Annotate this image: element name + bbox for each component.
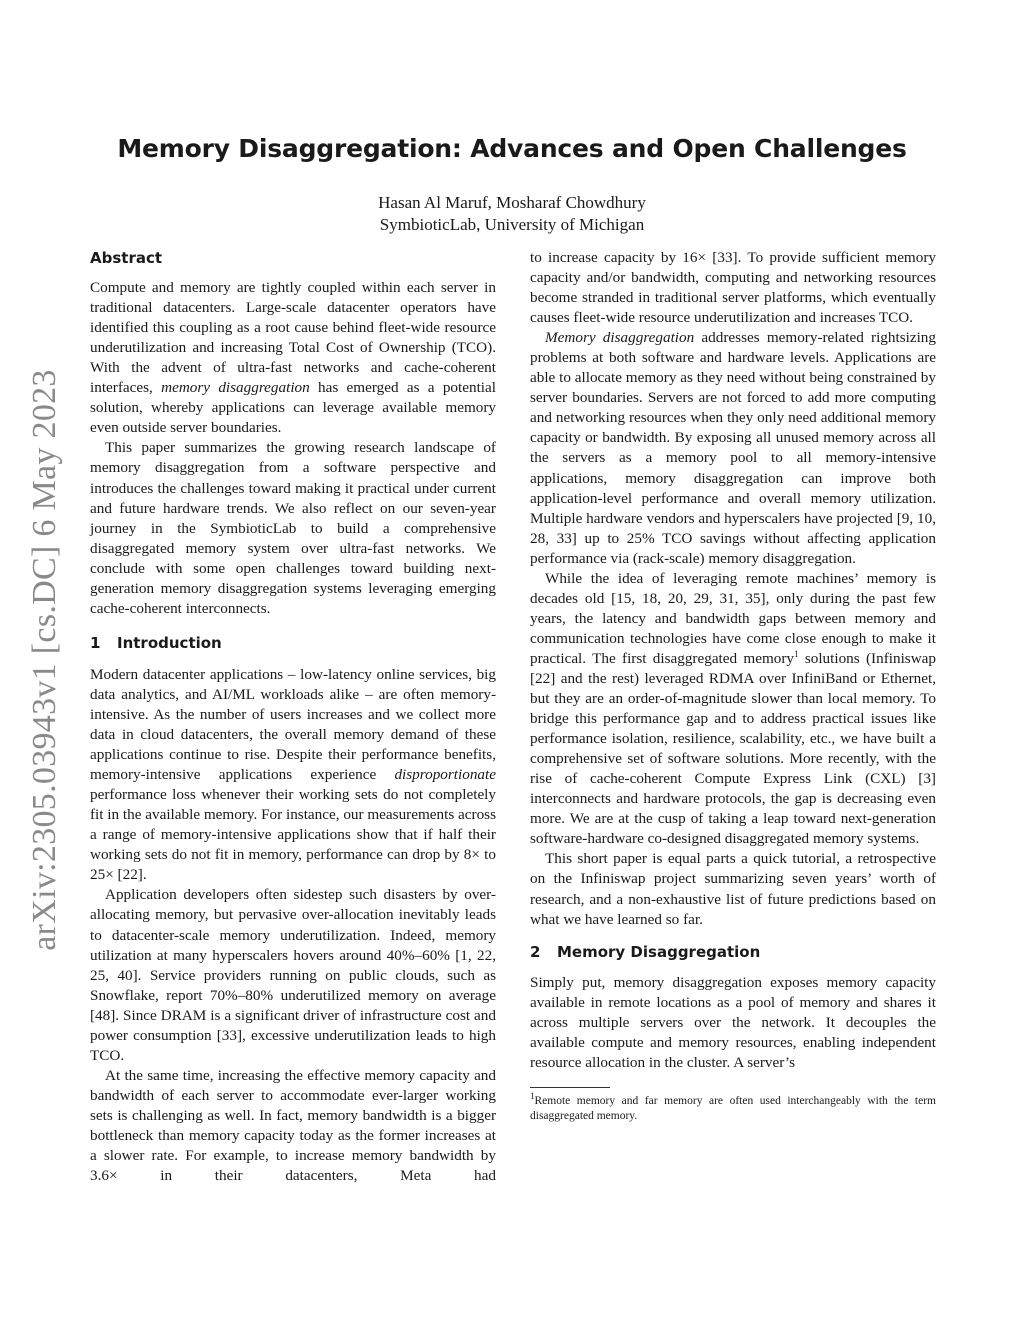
left-column [90, 248, 496, 1186]
section2-paragraph-1: Simply put, memory disaggregation exposes memory capacity available in remote locations as a pool of memory and shares it across multiple servers over the network. It decouples the available compute and memory resources, enabling independent resource allocation in the cluster. A server’s [530, 973, 936, 1071]
abstract-paragraph-1: Compute and memory are tightly coupled within each server in traditional datacenters. Large-scale datacenter operators have identified this coupling as a root cause behind fleet-wide resource underutilization and increasing Total Cost of Ownership (TCO). With the advent of ultra-fast networks and cache-coherent interfaces, memory disaggregation has emerged as a potential solution, whereby applications can leverage available memory even outside server boundaries. [90, 279, 496, 437]
abstract-paragraph-2: This paper summarizes the growing research landscape of memory disaggregation from a software perspective and introduces the challenges toward making it practical under current and future hardware trends. We also reflect on our seven-year journey in the SymbioticLab to build a comprehensive disaggregated memory system over ultra-fast networks. We conclude with some open challenges toward building next-generation memory disaggregation systems leveraging emerging cache-coherent interconnects. [90, 439, 496, 617]
intro-paragraph-1: Modern datacenter applications – low-latency online services, big data analytics, and AI/ML workloads alike – are often memory-intensive. As the number of users increases and we collect more data in cloud datacenters, the overall memory demand of these applications continue to rise. Despite their performance benefits, memory-intensive applications experience disproportionate performance loss whenever their working sets do not completely fit in the available memory. For instance, our measurements across a range of memory-intensive applications show that if half their working sets do not fit in memory, performance can drop by 8× to 25× [22]. [90, 665, 496, 884]
author-names: Hasan Al Maruf, Mosharaf Chowdhury [378, 193, 646, 212]
intro-paragraph-5: While the idea of leveraging remote machines’ memory is decades old [15, 18, 20, 29, 31, 35], only during the past few years, the latency and bandwidth gaps between memory and communication technologies have come close enough to make it practical. The first disaggregated memory$^1$ solutions (Infiniswap [22] and the rest) leveraged RDMA over InfiniBand or Ethernet, but they are an order-of-magnitude slower than local memory. To bridge this performance gap and to address practical issues like performance isolation, resilience, scalability, etc., we have built a comprehensive set of software solutions. More recently, with the rise of cache-coherent Compute Express Link (CXL) [3] interconnects and hardware protocols, the gap is decreasing even more. We are at the cusp of taking a leap toward next-generation software-hardware co-designed disaggregated memory systems. [530, 569, 936, 848]
intro-paragraph-3-continued: to increase capacity by 16× [33]. To provide sufficient memory capacity and/or bandwidth, computing and networking resources become stranded in traditional server platforms, which eventually causes fleet-wide resource underutilization and increases TCO. [530, 249, 936, 327]
affiliation: SymbioticLab, University of Michigan [379, 215, 645, 234]
paper-title: Memory Disaggregation: Advances and Open Challenges [117, 134, 907, 163]
arxiv-identifier: arXiv:2305.03943v1 [cs.DC] 6 May 2023 [26, 369, 63, 951]
intro-paragraph-2: Application developers often sidestep such disasters by over-allocating memory, but pervasive over-allocation inevitably leads to datacenter-scale memory underutilization. Indeed, memory utilization at many hyperscalers hovers around 40%–60% [1, 22, 25, 40]. Service providers running on public clouds, such as Snowflake, report 70%–80% underutilized memory on average [48]. Since DRAM is a significant driver of infrastructure cost and power consumption [33], excessive underutilization leads to high TCO. [90, 886, 496, 1064]
intro-paragraph-3: At the same time, increasing the effective memory capacity and bandwidth of each server to accommodate ever-larger working sets is challenging as well. In fact, memory bandwidth is a bigger bottleneck than memory capacity today as the former increases at a slower rate. For example, to increase memory bandwidth by 3.6× in their datacenters, Meta had [90, 1066, 496, 1185]
section-heading-introduction: 1 Introduction [90, 633, 222, 652]
footnote: $^1$Remote memory and far memory are often used interchangeably with the term disaggregated memory. [530, 1091, 936, 1122]
section-heading-memory-disaggregation: 2 Memory Disaggregation [530, 942, 761, 961]
intro-paragraph-4: Memory disaggregation addresses memory-related rightsizing problems at both software and hardware levels. Applications are able to allocate memory as they need without being constrained by server boundaries. Servers are not forced to add more computing and networking resources when they only need additional memory capacity or bandwidth. By exposing all unused memory across all the servers as a memory pool to all memory-intensive applications, memory disaggregation can improve both application-level performance and overall memory utilization. Multiple hardware vendors and hyperscalers have projected [9, 10, 28, 33] up to 25% TCO savings without affecting application performance via (rack-scale) memory disaggregation. [530, 329, 936, 567]
footnote-divider [530, 1087, 610, 1088]
abstract-heading: Abstract [90, 249, 163, 267]
intro-paragraph-6: This short paper is equal parts a quick tutorial, a retrospective on the Infiniswap project summarizing seven years’ worth of research, and a non-exhaustive list of future predictions based on what we have learned so far. [530, 850, 936, 928]
right-column [530, 248, 936, 1124]
author-block [90, 192, 934, 236]
